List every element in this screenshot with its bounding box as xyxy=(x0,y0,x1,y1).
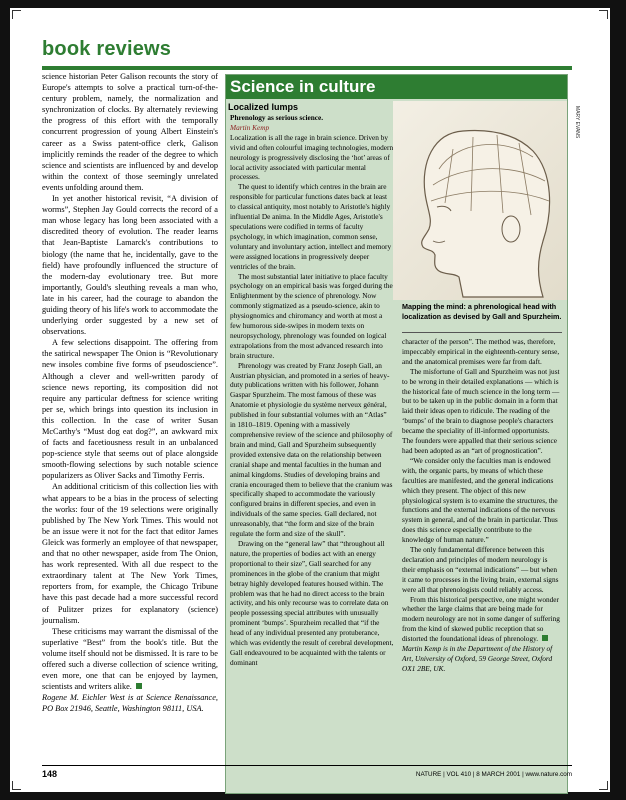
review-paragraph: A few selections disappoint. The offering from the satirical newspaper The Onion is “Revolutionary new insoles combine five forms of pseudoscience”. Although a clever and well-written parody of science news reporting, its composition did not require any particular deftness for science writing per se, which brings into question its inclusion in this collection. In the case of writer Susan McCarthy's “Must dog eat dog?”, an awkward mix of facts and facetiousness result in an unbalanced pop-science style that seems out of place alongside smooth-flowing selections by such notable science popularizers as Oliver Sacks and Timothy Ferris. xyxy=(42,338,218,481)
page-number: 148 xyxy=(42,769,58,779)
footer-rule xyxy=(42,765,572,766)
article-paragraph xyxy=(402,595,562,645)
article-paragraph: Localization is all the rage in brain science. Driven by vivid and often colourful imaging technologies, modern neurology is progressively disclosing the ‘hot’ areas of local activity associated with particular mental processes. xyxy=(230,132,394,182)
review-column xyxy=(42,71,218,714)
phrenology-head-icon xyxy=(393,101,567,300)
caption-rule xyxy=(402,332,562,333)
review-paragraph xyxy=(42,626,218,693)
page xyxy=(10,8,610,792)
article-paragraph: The quest to identify which centres in the brain are responsible for particular functions dates back at least to classical antiquity, most notably to Aristotle's highly influential De anima. In the Middle Ages, Aristotle's speculations were codified in terms of faculty psychology, in which imagination, common sense, voluntary and involuntary action, intellect and memory were assigned locations in progressively deeper ventricles of the brain. xyxy=(230,182,392,271)
box-left-column xyxy=(230,113,394,668)
box-right-column xyxy=(402,337,562,674)
review-paragraph-text: These criticisms may warrant the dismissal of the superlative “Best” from the book's title. But the volume itself should not be dismissed. It is rare to be offered such a diverse collection of science writing, even more, one that can be enjoyed by laymen, scientists and writers alike. xyxy=(42,626,218,692)
review-paragraph: In yet another historical revisit, “A division of worms”, Stephen Jay Gould corrects the record of a man whose legacy has long been associated with a discredited theory of evolution. The reader learns that Jean-Baptiste Lamarck's contributions to biology (the name that he, incidentally, gave to the field) have profoundly influenced the structure of the modern-day evolutionary tree. But more importantly, Gould's sleuthing reveals a man who, late in his career, had the courage to abandon the guiding theory of his life's work to accommodate the underlying order suggested by a new set of observations. xyxy=(42,194,218,337)
review-paragraph: science historian Peter Galison recounts the story of Europe's attempts to solve a practical turn-of-the-century problem, namely, the normalization and synchronization of clocks. By alternately reviewing the progress of this effort with the temporally concurrent progression of young Albert Einstein's career as a Swiss patent-office clerk, Galison implicitly reminds the reader of the degree to which science and scientists are influenced by and develop within the context of those seemingly unrelated events unfolding around them. xyxy=(42,72,218,192)
crop-mark xyxy=(599,781,608,790)
review-paragraph: An additional criticism of this collection lies with what appears to be a bias in the process of selecting the works: four of the 19 selections were originally published by The New York Times. This would not be an issue were it not for the fact that editor James Gleick was formerly an employee of that newspaper, and that no other newspaper, aside from The Onion, has work represented. With all due respect to the extraordinary talent at The New York Times, reporters from, for example, the Chicago Tribune have this past decade had a more successful record of Pulitzer prizes for explanatory (science) journalism. xyxy=(42,482,218,625)
end-mark-icon xyxy=(542,635,548,641)
box-subtitle: Localized lumps xyxy=(228,102,299,112)
header-rule xyxy=(42,66,572,70)
article-paragraph: character of the person”. The method was, therefore, impeccably empirical in the eighteenth-century sense, and the anatomical premises were far from daft. xyxy=(402,337,560,366)
phrenology-head-image xyxy=(393,101,567,300)
article-paragraph: Drawing on the “general law” that “throughout all nature, the properties of bodies act with an energy proportional to their size”, Gall searched for any prominences in the globe of the cranium that might betray highly developed features housed within. The problem was that he had no direct access to the brain activity, and his only recourse was to correlate data on people possessing special attributes with unusually prominent ‘bumps’. Spurzheim recalled that “if the head of any individual presented any protuberance, which was evidently the result of cerebral development, Gall endeavoured to be acquainted with the talents or dominant xyxy=(230,538,394,667)
box-title: Science in culture xyxy=(226,75,567,99)
crop-mark xyxy=(12,781,21,790)
article-paragraph: The only fundamental difference between this declaration and principles of modern neurology is their emphasis on “external indications” — but when it came to processes in the living brain, external signs were all that phrenologists could reliably access. xyxy=(402,545,559,594)
article-paragraph: The most substantial later initiative to place faculty psychology on an empirical basis was forged during the Enlightenment by the science of phrenology. Now commonly stigmatized as a pseudo-science, akin to physiognomics and chiromancy and worth at most a few humorous side-swipes in modern texts on neuropsychology, phrenology was founded on logical extrapolations from the most advanced research into brain structure. xyxy=(230,271,393,360)
article-paragraph: Phrenology was created by Franz Joseph Gall, an Austrian physician, and promoted in a series of heavy-duty publications written with his follower, Johann Gaspar Spurzheim. The most famous of these was Anatomie et physiologie du système nerveux général, published in four substantial volumes with an “Atlas” in 1810–1819. Opening with a massively comprehensive review of the science and philosophy of brain and mind, Gall and Spurzheim subsequently provided extensive data on the relationship between cranial shape and mental faculties in the human and animal kingdoms. Studies of developing brains and crania encouraged them to believe that the cranium was specifically shaped to accommodate the variously configured brains in different species, and even in individuals of the same species. Gall declared, not unreasonably, that “the form and size of the brain regulate the form and size of the skull”. xyxy=(230,360,393,539)
article-paragraph: “We consider only the faculties man is endowed with, the organic parts, by means of which these faculties are manifested, and the general indications which they present. The object of this new physiological system is to examine the structures, the functions and the external indications of the nervous system in general, and of the brain in particular. Thus does this science especially contribute to the knowledge of human nature.” xyxy=(402,455,558,545)
article-subtitle: Phrenology as serious science. xyxy=(230,113,324,122)
article-paragraph-text: From this historical perspective, one might wonder whether the large claims that are being made for modern neurology are not in some danger of suffering from the kind of skewed public reception that so distorted the foundational ideas of phrenology. xyxy=(402,594,560,644)
article-author: Martin Kemp xyxy=(230,122,270,132)
image-credit: MARY EVANS xyxy=(574,106,580,139)
author-bio: Martin Kemp is in the Department of the History of Art, University of Oxford, 59 George Street, Oxford OX1 2BE, UK. xyxy=(402,644,553,673)
article-paragraph: The misfortune of Gall and Spurzheim was not just to be wrong in their detailed explanations — which is the historical fate of much science in the long term — but to be taken up in the public domain in a form that laid their ideas open to ridicule. The reading of the ‘bumps’ of the brain to diagnose people's characters became the speciality of ill-informed opportunists. The founders were appalled that their serious science had been adopted as an “art of prognostication”. xyxy=(402,366,560,455)
crop-mark xyxy=(599,10,608,19)
reviewer-affiliation: Rogene M. Eichler West is at Science Renaissance, PO Box 21946, Seattle, Washington 98111, USA. xyxy=(42,693,218,714)
journal-footer: NATURE | VOL 410 | 8 MARCH 2001 | www.nature.com xyxy=(415,771,572,778)
end-mark-icon xyxy=(136,683,142,689)
image-caption: Mapping the mind: a phrenological head with localization as devised by Gall and Spurzheim. xyxy=(402,302,562,321)
section-header: book reviews xyxy=(42,38,172,60)
science-in-culture-box xyxy=(225,74,568,794)
crop-mark xyxy=(12,10,21,19)
